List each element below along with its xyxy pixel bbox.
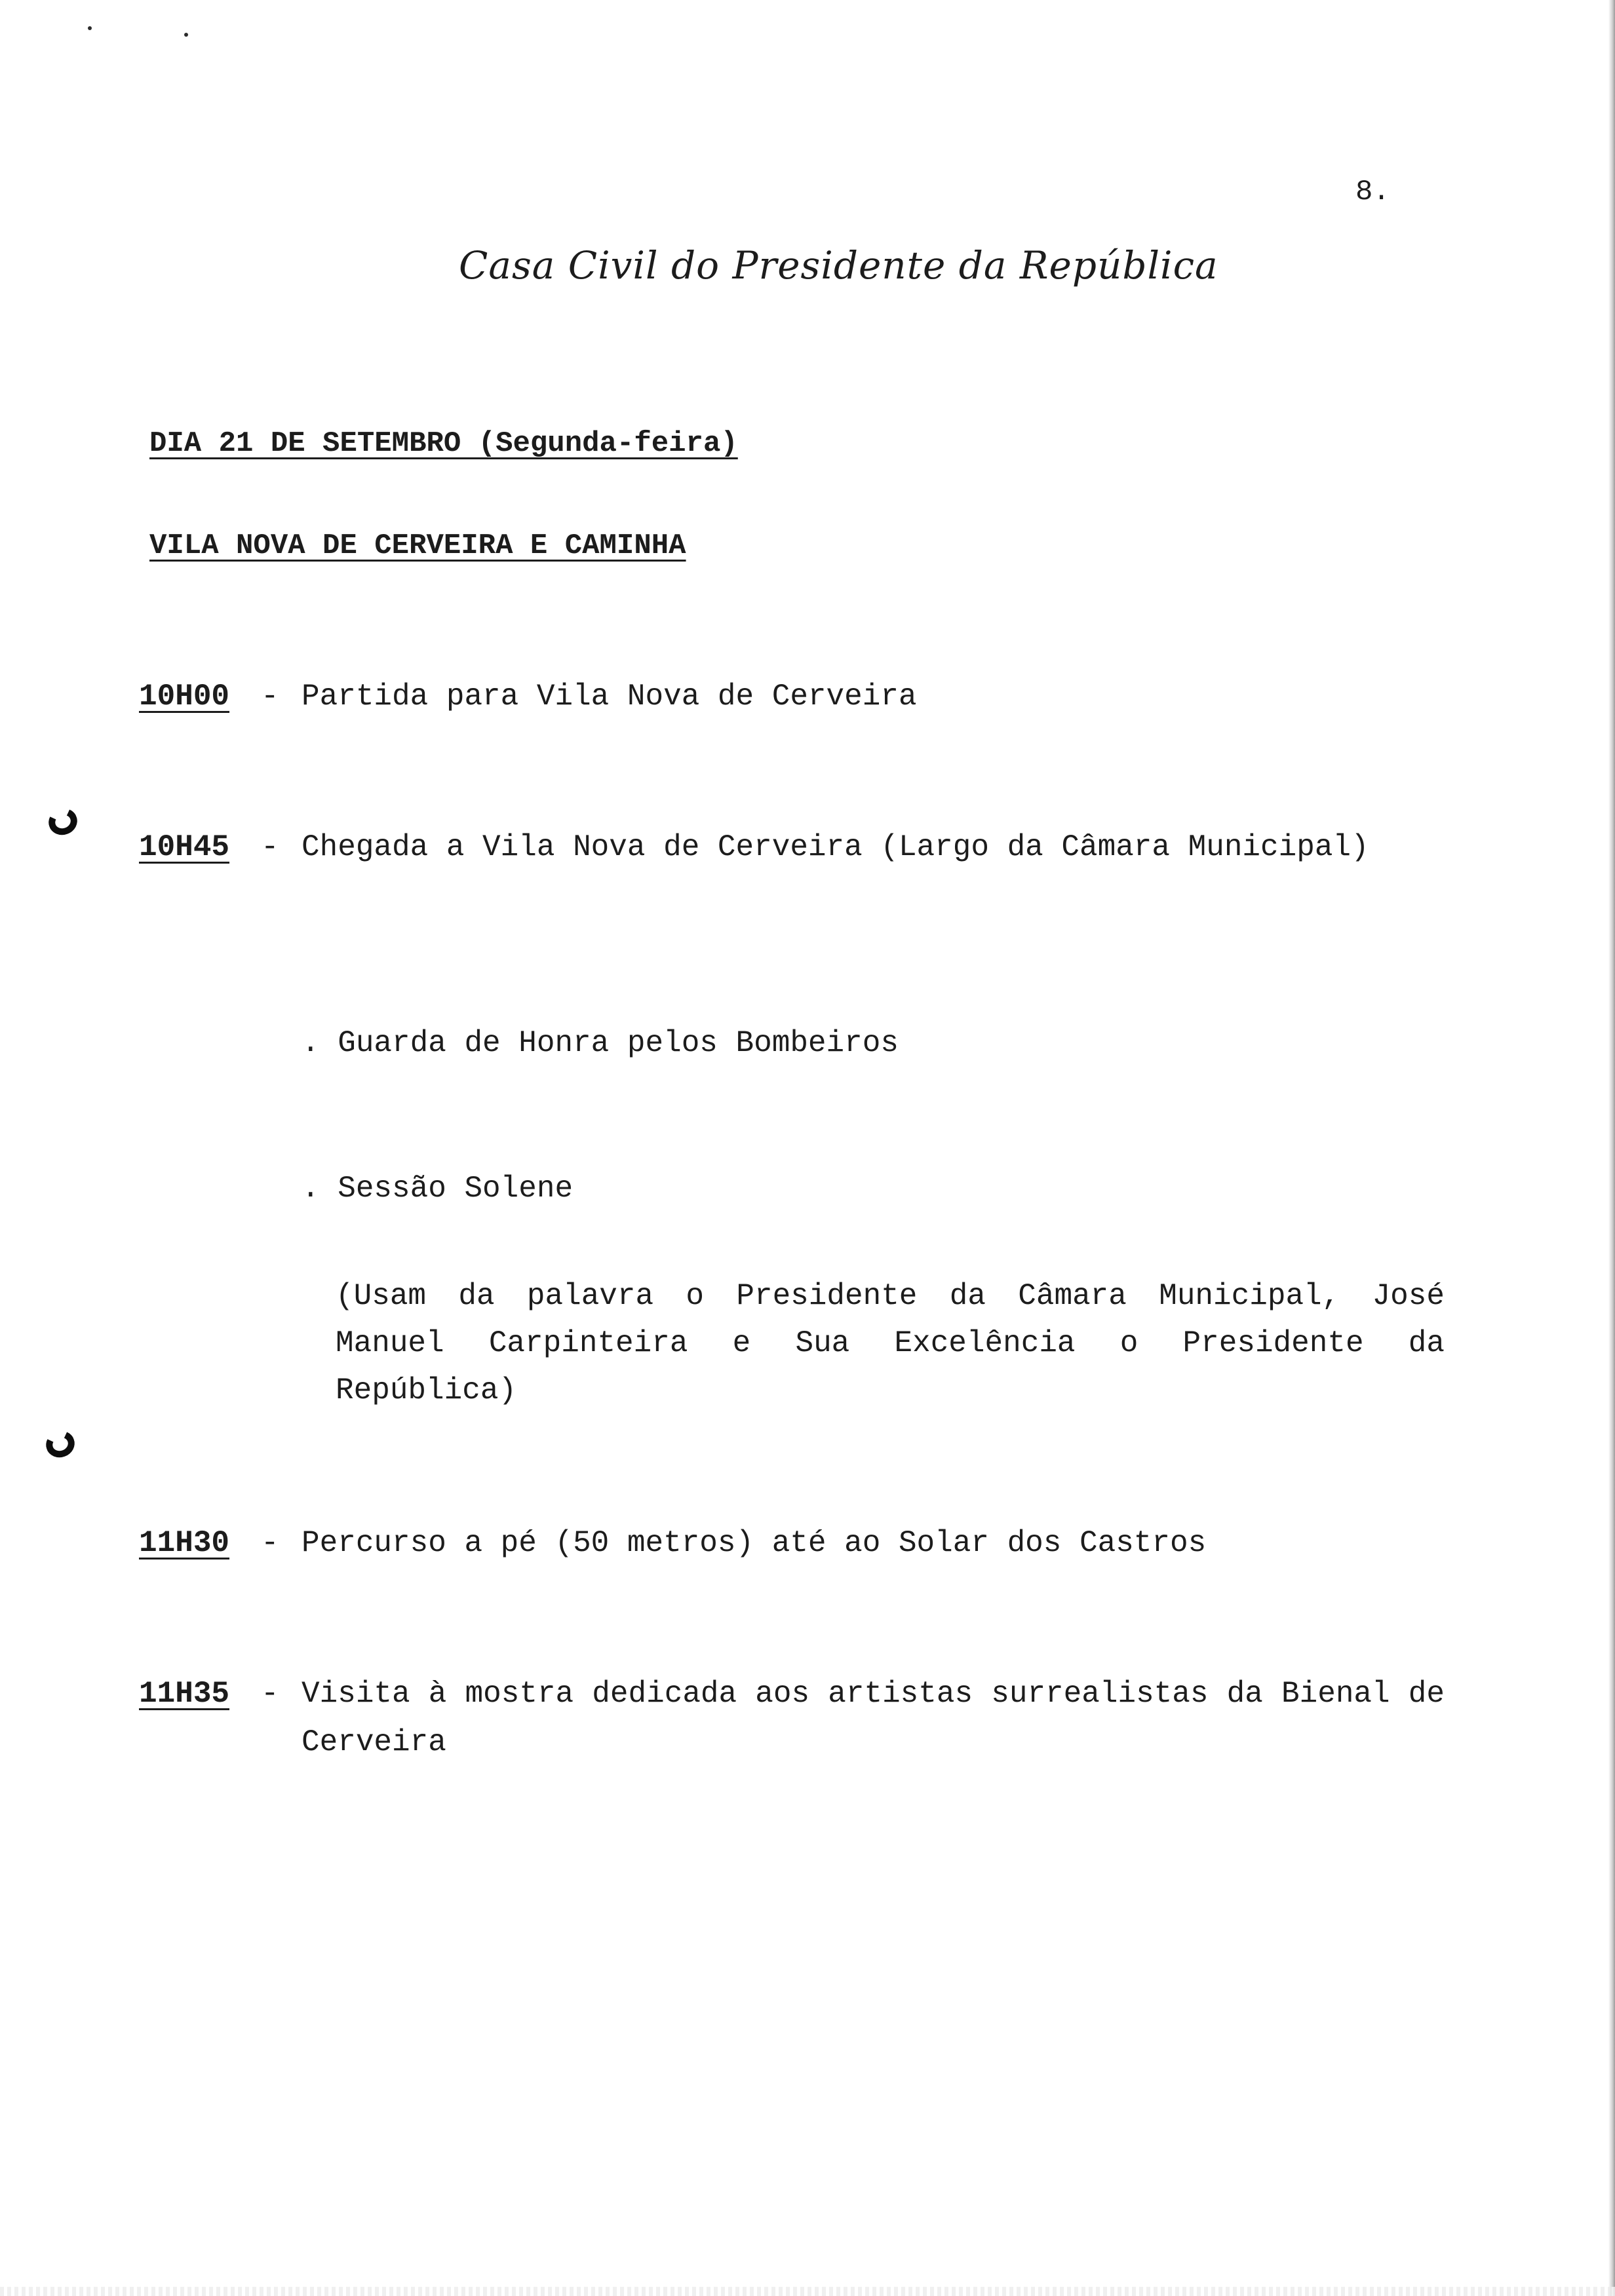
entry-dash: - bbox=[261, 1677, 279, 1711]
entry-description: Partida para Vila Nova de Cerveira bbox=[302, 679, 917, 714]
entry-time: 11H35 bbox=[139, 1677, 230, 1711]
page-number: 8. bbox=[1355, 176, 1390, 208]
entry-description: Chegada a Vila Nova de Cerveira (Largo da Câmara Municipal) bbox=[302, 830, 1369, 864]
scan-speck bbox=[88, 26, 92, 30]
entry-dash: - bbox=[261, 679, 279, 714]
letterhead-text: Casa Civil do Presidente da República bbox=[459, 243, 1218, 288]
entry-dash: - bbox=[261, 1526, 279, 1560]
entry-description: Visita à mostra dedicada aos artistas surrealistas da Bienal de Cerveira bbox=[302, 1677, 1445, 1759]
entry-time: 10H45 bbox=[139, 830, 230, 864]
letterhead bbox=[452, 233, 1218, 298]
entry-dash: - bbox=[261, 830, 279, 864]
entry-time: 11H30 bbox=[139, 1526, 230, 1560]
entry-description: Percurso a pé (50 metros) até ao Solar dos Castros bbox=[302, 1526, 1207, 1560]
sub-item bbox=[302, 1026, 899, 1060]
sub-item bbox=[302, 1172, 573, 1206]
page-edge bbox=[1608, 0, 1615, 2296]
sub-item-bullet: . bbox=[302, 1172, 320, 1206]
day-heading: DIA 21 DE SETEMBRO (Segunda-feira) bbox=[149, 427, 738, 460]
sub-item-text: Sessão Solene bbox=[338, 1172, 574, 1206]
page-bottom-edge bbox=[0, 2287, 1615, 2296]
sub-item-bullet: . bbox=[302, 1026, 320, 1060]
entry-time: 10H00 bbox=[139, 679, 230, 714]
sub-item-text: Guarda de Honra pelos Bombeiros bbox=[338, 1026, 899, 1060]
session-note: (Usam da palavra o Presidente da Câmara Municipal, José Manuel Carpinteira e Sua Excelência o Presidente da República) bbox=[336, 1279, 1445, 1407]
letterhead-script bbox=[452, 233, 1218, 298]
punch-hole-mark bbox=[45, 805, 81, 839]
punch-hole-mark bbox=[42, 1427, 78, 1462]
place-heading: VILA NOVA DE CERVEIRA E CAMINHA bbox=[149, 529, 686, 562]
scan-speck bbox=[184, 33, 188, 37]
